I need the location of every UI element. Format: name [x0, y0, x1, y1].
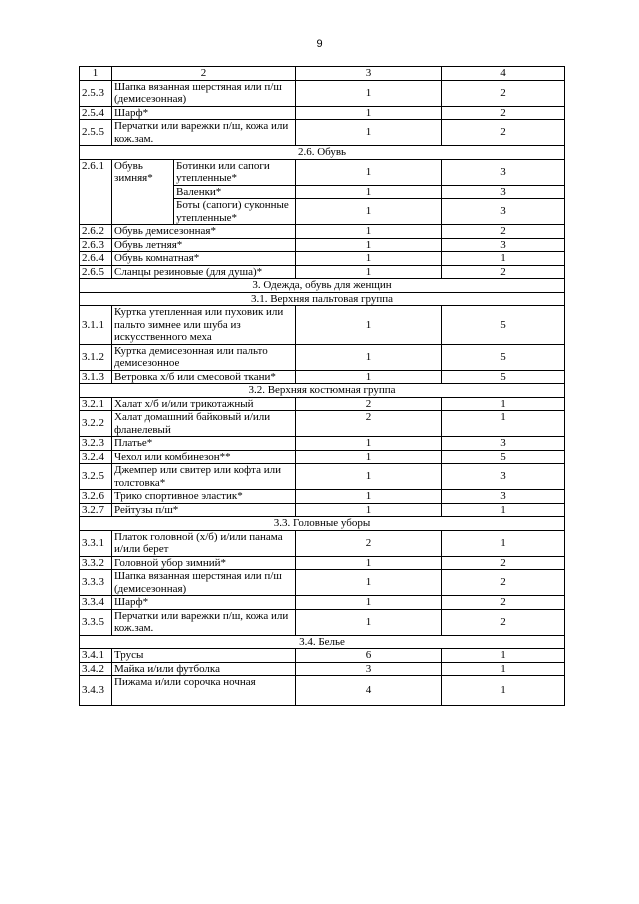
section-title: 3.1. Верхняя пальтовая группа [80, 292, 565, 306]
wear-period: 2 [442, 80, 565, 106]
table-row [80, 159, 565, 185]
section-title: 3.2. Верхняя костюмная группа [80, 384, 565, 398]
row-number: 3.4.2 [80, 662, 112, 676]
row-number: 3.3.1 [80, 530, 112, 556]
wear-period: 2 [442, 556, 565, 570]
quantity: 1 [296, 159, 442, 185]
item-name: Халат домашний байковый и/или фланелевый [112, 411, 296, 437]
table-row [80, 437, 565, 451]
quantity: 1 [296, 344, 442, 370]
quantity: 3 [296, 662, 442, 676]
item-name: Шапка вязанная шерстяная или п/ш (демисезонная) [112, 80, 296, 106]
quantity: 1 [296, 199, 442, 225]
table-row [80, 530, 565, 556]
wear-period: 2 [442, 596, 565, 610]
page-number: 9 [316, 38, 323, 50]
table-row [80, 80, 565, 106]
row-number: 2.5.5 [80, 120, 112, 146]
item-name: Рейтузы п/ш* [112, 503, 296, 517]
wear-period: 3 [442, 185, 565, 199]
table-row [80, 397, 565, 411]
table-row [80, 411, 565, 437]
quantity: 1 [296, 80, 442, 106]
quantity: 1 [296, 450, 442, 464]
row-number: 3.2.7 [80, 503, 112, 517]
wear-period: 5 [442, 370, 565, 384]
table-row [80, 596, 565, 610]
table-row [80, 556, 565, 570]
row-number: 2.6.1 [80, 159, 112, 225]
header-col-2: 2 [112, 67, 296, 81]
table-row [80, 238, 565, 252]
section-row [80, 384, 565, 398]
item-name: Чехол или комбинезон** [112, 450, 296, 464]
row-number: 3.2.3 [80, 437, 112, 451]
table-row [80, 450, 565, 464]
row-number: 2.6.4 [80, 252, 112, 266]
row-number: 3.2.6 [80, 490, 112, 504]
item-name: Перчатки или варежки п/ш, кожа или кож.зам. [112, 609, 296, 635]
row-number: 3.1.2 [80, 344, 112, 370]
quantity: 1 [296, 596, 442, 610]
wear-period: 1 [442, 649, 565, 663]
table-row [80, 265, 565, 279]
header-col-3: 3 [296, 67, 442, 81]
header-col-4: 4 [442, 67, 565, 81]
wear-period: 1 [442, 252, 565, 266]
item-name: Пижама и/или сорочка ночная [112, 676, 296, 706]
table-row [80, 370, 565, 384]
item-name: Трусы [112, 649, 296, 663]
wear-period: 3 [442, 490, 565, 504]
wear-period: 5 [442, 450, 565, 464]
item-name: Сланцы резиновые (для душа)* [112, 265, 296, 279]
group-name: Обувь зимняя* [112, 159, 174, 225]
item-name: Майка и/или футболка [112, 662, 296, 676]
item-name: Куртка демисезонная или пальто демисезонное [112, 344, 296, 370]
wear-period: 2 [442, 265, 565, 279]
item-name: Обувь комнатная* [112, 252, 296, 266]
row-number: 3.2.2 [80, 411, 112, 437]
wear-period: 2 [442, 570, 565, 596]
wear-period: 2 [442, 106, 565, 120]
item-name: Шарф* [112, 106, 296, 120]
wear-period: 1 [442, 503, 565, 517]
quantity: 1 [296, 120, 442, 146]
section-row [80, 292, 565, 306]
table-row [80, 676, 565, 706]
quantity: 1 [296, 238, 442, 252]
row-number: 2.6.2 [80, 225, 112, 239]
wear-period: 1 [442, 662, 565, 676]
table-row [80, 490, 565, 504]
item-name: Платок головной (х/б) и/или панама и/или берет [112, 530, 296, 556]
quantity: 1 [296, 437, 442, 451]
item-name: Обувь летняя* [112, 238, 296, 252]
quantity: 1 [296, 503, 442, 517]
table-row [80, 609, 565, 635]
row-number: 3.3.5 [80, 609, 112, 635]
table-row [80, 106, 565, 120]
row-number: 3.3.2 [80, 556, 112, 570]
wear-period: 3 [442, 159, 565, 185]
wear-period: 1 [442, 530, 565, 556]
quantity: 1 [296, 306, 442, 345]
row-number: 2.6.3 [80, 238, 112, 252]
item-name: Трико спортивное эластик* [112, 490, 296, 504]
section-row [80, 635, 565, 649]
table-row [80, 306, 565, 345]
section-title: 3.3. Головные уборы [80, 517, 565, 531]
item-name: Обувь демисезонная* [112, 225, 296, 239]
item-name: Джемпер или свитер или кофта или толстовка* [112, 464, 296, 490]
section-row [80, 517, 565, 531]
wear-period: 3 [442, 437, 565, 451]
item-name: Платье* [112, 437, 296, 451]
wear-period: 3 [442, 464, 565, 490]
wear-period: 1 [442, 397, 565, 411]
item-name: Головной убор зимний* [112, 556, 296, 570]
quantity: 1 [296, 464, 442, 490]
table-row [80, 464, 565, 490]
quantity: 4 [296, 676, 442, 706]
row-number: 3.1.1 [80, 306, 112, 345]
item-name: Халат х/б и/или трикотажный [112, 397, 296, 411]
item-name: Шарф* [112, 596, 296, 610]
row-number: 3.4.1 [80, 649, 112, 663]
section-title: 3.4. Белье [80, 635, 565, 649]
quantity: 1 [296, 490, 442, 504]
item-name: Куртка утепленная или пуховик или пальто зимнее или шуба из искусственного меха [112, 306, 296, 345]
wear-period: 2 [442, 225, 565, 239]
header-row [80, 67, 565, 81]
section-row [80, 279, 565, 293]
row-number: 2.5.3 [80, 80, 112, 106]
table-row [80, 662, 565, 676]
table-row [80, 252, 565, 266]
wear-period: 5 [442, 306, 565, 345]
item-name: Перчатки или варежки п/ш, кожа или кож.зам. [112, 120, 296, 146]
table-row [80, 649, 565, 663]
clothing-norms-table [79, 66, 565, 706]
quantity: 2 [296, 397, 442, 411]
row-number: 3.3.4 [80, 596, 112, 610]
item-name: Шапка вязанная шерстяная или п/ш (демисезонная) [112, 570, 296, 596]
table-row [80, 225, 565, 239]
wear-period: 1 [442, 411, 565, 437]
row-number: 3.2.4 [80, 450, 112, 464]
quantity: 1 [296, 556, 442, 570]
quantity: 1 [296, 185, 442, 199]
row-number: 3.4.3 [80, 676, 112, 706]
quantity: 6 [296, 649, 442, 663]
wear-period: 3 [442, 238, 565, 252]
quantity: 1 [296, 265, 442, 279]
wear-period: 5 [442, 344, 565, 370]
quantity: 1 [296, 225, 442, 239]
row-number: 3.2.5 [80, 464, 112, 490]
table-row [80, 570, 565, 596]
wear-period: 2 [442, 120, 565, 146]
quantity: 2 [296, 530, 442, 556]
table-row [80, 503, 565, 517]
header-col-1: 1 [80, 67, 112, 81]
table-row [80, 120, 565, 146]
row-number: 3.1.3 [80, 370, 112, 384]
section-title: 2.6. Обувь [80, 146, 565, 160]
quantity: 1 [296, 252, 442, 266]
wear-period: 3 [442, 199, 565, 225]
quantity: 1 [296, 570, 442, 596]
quantity: 2 [296, 411, 442, 437]
row-number: 2.5.4 [80, 106, 112, 120]
item-name: Боты (сапоги) суконные утепленные* [174, 199, 296, 225]
quantity: 1 [296, 370, 442, 384]
wear-period: 1 [442, 676, 565, 706]
row-number: 3.3.3 [80, 570, 112, 596]
quantity: 1 [296, 106, 442, 120]
row-number: 2.6.5 [80, 265, 112, 279]
item-name: Валенки* [174, 185, 296, 199]
section-title: 3. Одежда, обувь для женщин [80, 279, 565, 293]
row-number: 3.2.1 [80, 397, 112, 411]
item-name: Ветровка х/б или смесовой ткани* [112, 370, 296, 384]
wear-period: 2 [442, 609, 565, 635]
section-row [80, 146, 565, 160]
item-name: Ботинки или сапоги утепленные* [174, 159, 296, 185]
table-row [80, 344, 565, 370]
quantity: 1 [296, 609, 442, 635]
